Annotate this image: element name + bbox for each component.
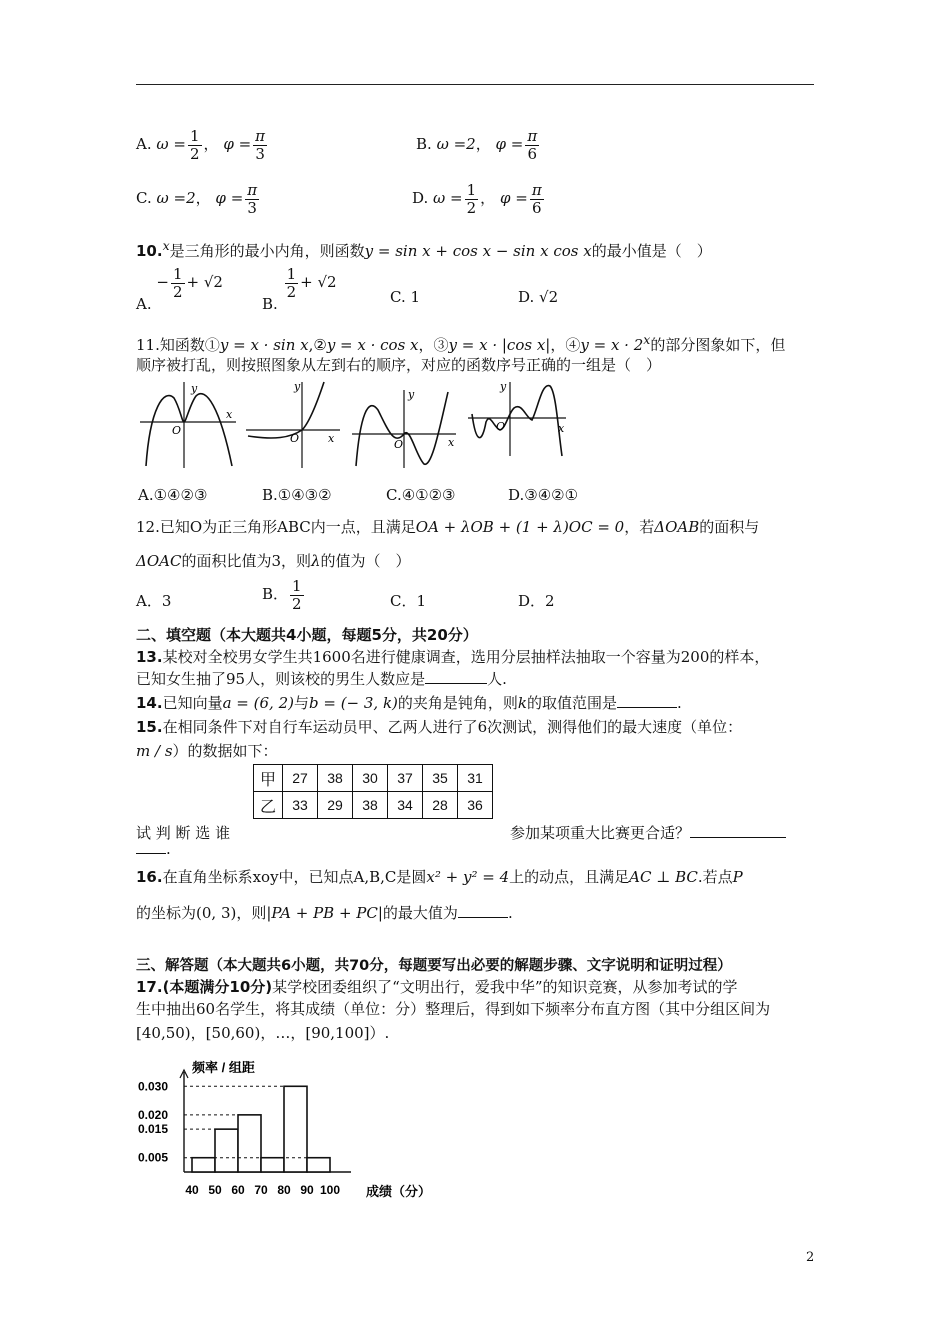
graph-3-x-label: x bbox=[448, 436, 455, 449]
x-tick-label: 60 bbox=[231, 1183, 245, 1197]
section-2-heading: 二、填空题（本大题共4小题，每题5分，共20分） bbox=[136, 626, 478, 644]
q10-option-d: D. √2 bbox=[518, 288, 559, 306]
graph-2-y-label: y bbox=[294, 380, 301, 393]
graph-1-origin: O bbox=[172, 424, 182, 437]
table-row-jia bbox=[254, 765, 493, 792]
y-tick-label: 0.030 bbox=[138, 1079, 169, 1094]
histogram-x-label: 成绩（分） bbox=[366, 1184, 432, 1199]
x-tick-label: 80 bbox=[277, 1183, 291, 1197]
q13-line2: 已知女生抽了95人，则该校的男生人数应是 人. bbox=[136, 670, 507, 688]
graph-4-origin: O bbox=[496, 420, 506, 433]
q11-option-d: D.③④②① bbox=[508, 486, 579, 504]
q15-line1: 15.在相同条件下对自行车运动员甲、乙两人进行了6次测试，测得他们的最大速度（单位： bbox=[136, 718, 743, 736]
q11-option-a: A.①④②③ bbox=[138, 486, 208, 504]
q10-option-b: B. $\frac{1}{2}$ + √2 bbox=[262, 265, 337, 313]
x-tick-label: 90 bbox=[300, 1183, 314, 1197]
table-row-label: 乙 bbox=[254, 792, 283, 819]
q13-line1: 13.某校对全校男女学生共1600名进行健康调查，选用分层抽样法抽取一个容量为200的样本， bbox=[136, 648, 770, 666]
q11-option-c: C.④①②③ bbox=[386, 486, 456, 504]
q17-line1: 17.(本题满分10分)某学校团委组织了“文明出行，爱我中华”的知识竞赛，从参加考试的学 bbox=[136, 978, 738, 996]
q11-graph-1 bbox=[136, 378, 240, 470]
q11-graph-4 bbox=[466, 378, 570, 458]
histogram-bar-80-90 bbox=[284, 1086, 307, 1172]
table-cell: 31 bbox=[458, 765, 493, 792]
q15-speed-table bbox=[253, 764, 493, 819]
q9-option-d: D. ω = $\frac{1}{2}$ ， φ = $\frac{\pi}{6}$ bbox=[412, 181, 542, 217]
q12-stem-line2: ΔOAC的面积比值为3，则λ的值为（ ） bbox=[136, 552, 411, 570]
table-cell: 36 bbox=[458, 792, 493, 819]
q9-option-a: A. ω = $\frac{1}{2}$ ， φ = $\frac{\pi}{3}$ bbox=[136, 127, 266, 163]
table-cell: 33 bbox=[283, 792, 318, 819]
graph-3-origin: O bbox=[394, 438, 404, 451]
q14-blank[interactable] bbox=[617, 707, 677, 708]
table-row-label: 甲 bbox=[254, 765, 283, 792]
graph-1-y-label: y bbox=[191, 382, 198, 395]
q17-line2: 生中抽出60名学生，将其成绩（单位：分）整理后，得到如下频率分布直方图（其中分组区间为 bbox=[136, 1000, 771, 1018]
page-number: 2 bbox=[806, 1250, 815, 1265]
frequency-histogram bbox=[136, 1058, 446, 1208]
q15-line3-right: 参加某项重大比赛更合适？ bbox=[510, 822, 786, 843]
table-cell: 38 bbox=[318, 765, 353, 792]
header-rule bbox=[136, 84, 814, 85]
q12-stem-line1: 12.已知O为正三角形ABC内一点，且满足OA + λOB + (1 + λ)OC = 0，若ΔOAB的面积与 bbox=[136, 518, 760, 536]
graph-1-x-label: x bbox=[226, 408, 233, 421]
q12-option-a: A．3 bbox=[136, 592, 172, 610]
graph-3-y-label: y bbox=[408, 388, 415, 401]
q11-stem-line1: 11.知函数①y = x · sin x,②y = x · cos x，③y = x · |cos x|，④y = $x \cdot 2^x$的部分图象如下，但 bbox=[136, 332, 786, 354]
q16-blank[interactable] bbox=[458, 917, 508, 918]
q12-option-d: D．2 bbox=[518, 592, 555, 610]
histogram-bar-90-100 bbox=[307, 1158, 330, 1172]
histogram-bar-70-80 bbox=[261, 1158, 284, 1172]
q11-graph-3 bbox=[350, 386, 460, 470]
q15-blank[interactable] bbox=[690, 837, 786, 838]
x-tick-label: 100 bbox=[319, 1183, 341, 1197]
q9-option-b: B. ω =2， φ = $\frac{\pi}{6}$ bbox=[416, 127, 538, 163]
graph-4-x-label: x bbox=[558, 422, 565, 435]
table-cell: 34 bbox=[388, 792, 423, 819]
x-tick-label: 70 bbox=[254, 1183, 268, 1197]
q11-graph-2 bbox=[244, 378, 344, 470]
graph-2-x-label: x bbox=[328, 432, 335, 445]
q9-option-c: C. ω =2， φ = $\frac{\pi}{3}$ bbox=[136, 181, 258, 217]
x-tick-label: 50 bbox=[208, 1183, 222, 1197]
q15-line4: . bbox=[136, 840, 171, 858]
graph-4-y-label: y bbox=[500, 380, 507, 393]
q11-stem-line2: 顺序被打乱，则按照图象从左到右的顺序，对应的函数序号正确的一组是（ ） bbox=[136, 356, 662, 374]
section-3-heading: 三、解答题（本大题共6小题，共70分，每题要写出必要的解题步骤、文字说明和证明过程） bbox=[136, 958, 732, 974]
table-cell: 37 bbox=[388, 765, 423, 792]
q16-line1: 16.在直角坐标系xoy中，已知点A,B,C是圆x² + y² = 4上的动点，且满足AC ⊥ BC.若点P bbox=[136, 868, 743, 886]
q12-option-b: B． $\frac{1}{2}$ bbox=[262, 577, 302, 613]
q16-line2: 的坐标为(0, 3)，则|PA + PB + PC|的最大值为 . bbox=[136, 904, 513, 922]
y-tick-label: 0.015 bbox=[138, 1122, 169, 1137]
histogram-bar-40-50 bbox=[192, 1158, 215, 1172]
histogram-y-label: 频率 / 组距 bbox=[192, 1060, 255, 1075]
q15-line2: m / s）的数据如下： bbox=[136, 742, 278, 760]
graph-2-origin: O bbox=[290, 432, 300, 445]
q11-option-b: B.①④③② bbox=[262, 486, 332, 504]
q17-line3: [40,50)，[50,60)，…，[90,100]）. bbox=[136, 1024, 390, 1042]
q10-stem: 10.$^x$是三角形的最小内角，则函数y = sin x + cos x − sin x cos x的最小值是（ ） bbox=[136, 238, 712, 260]
histogram-bar-50-60 bbox=[215, 1129, 238, 1172]
q14-line: 14.已知向量a = (6, 2)与b = (− 3, k)的夹角是钝角，则k的取值范围是 . bbox=[136, 694, 682, 712]
table-cell: 29 bbox=[318, 792, 353, 819]
y-tick-label: 0.020 bbox=[138, 1107, 169, 1122]
q13-blank[interactable] bbox=[425, 683, 487, 684]
q10-option-a: A. − $\frac{1}{2}$ + √2 bbox=[136, 265, 223, 313]
q15-blank-cont[interactable] bbox=[136, 853, 166, 854]
table-cell: 27 bbox=[283, 765, 318, 792]
table-cell: 28 bbox=[423, 792, 458, 819]
table-cell: 35 bbox=[423, 765, 458, 792]
q15-line3-left: 试 判 断 选 谁 bbox=[136, 824, 231, 842]
x-tick-label: 40 bbox=[185, 1183, 199, 1197]
y-tick-label: 0.005 bbox=[138, 1150, 169, 1165]
table-row-yi bbox=[254, 792, 493, 819]
table-cell: 30 bbox=[353, 765, 388, 792]
table-cell: 38 bbox=[353, 792, 388, 819]
q12-option-c: C．1 bbox=[390, 592, 427, 610]
histogram-bar-60-70 bbox=[238, 1115, 261, 1172]
q10-option-c: C. 1 bbox=[390, 288, 421, 306]
